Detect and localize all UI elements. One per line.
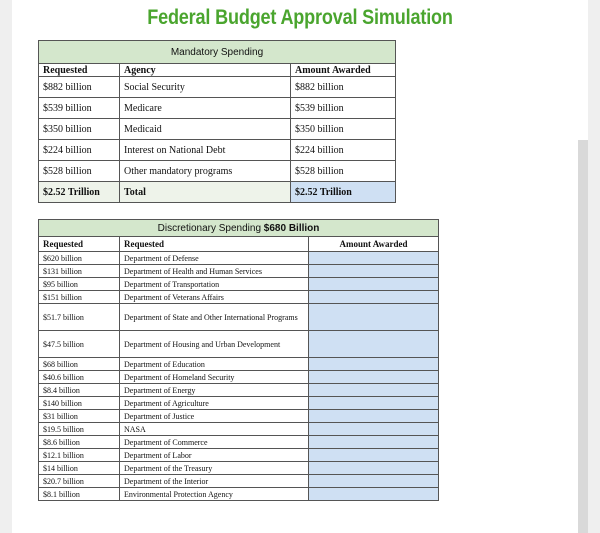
cell-agency: Department of Transportation — [120, 278, 309, 291]
cell-agency: Interest on National Debt — [120, 140, 291, 161]
cell-requested: $19.5 billion — [39, 423, 120, 436]
cell-requested: $539 billion — [39, 98, 120, 119]
cell-requested: $40.6 billion — [39, 371, 120, 384]
table-row — [39, 423, 439, 436]
cell-agency: Other mandatory programs — [120, 161, 291, 182]
amount-awarded-input-cell[interactable] — [309, 358, 439, 371]
cell-requested: $140 billion — [39, 397, 120, 410]
amount-awarded-input-cell[interactable] — [309, 488, 439, 501]
total-label: Total — [120, 182, 291, 203]
col-requested: Requested — [39, 237, 120, 252]
cell-agency: Department of Homeland Security — [120, 371, 309, 384]
cell-requested: $131 billion — [39, 265, 120, 278]
cell-requested: $12.1 billion — [39, 449, 120, 462]
cell-agency: Department of Defense — [120, 252, 309, 265]
cell-requested: $620 billion — [39, 252, 120, 265]
cell-awarded: $350 billion — [291, 119, 396, 140]
cell-agency: Environmental Protection Agency — [120, 488, 309, 501]
cell-requested: $95 billion — [39, 278, 120, 291]
cell-agency: Department of Education — [120, 358, 309, 371]
amount-awarded-input-cell[interactable] — [309, 423, 439, 436]
col-agency: Requested — [120, 237, 309, 252]
amount-awarded-input-cell[interactable] — [309, 436, 439, 449]
cell-requested: $882 billion — [39, 77, 120, 98]
amount-awarded-input-cell[interactable] — [309, 371, 439, 384]
discretionary-heading — [39, 220, 439, 237]
table-row — [39, 371, 439, 384]
cell-requested: $31 billion — [39, 410, 120, 423]
table-row — [39, 449, 439, 462]
page-edge-shadow — [578, 140, 588, 533]
cell-awarded: $528 billion — [291, 161, 396, 182]
table-row — [39, 278, 439, 291]
cell-requested: $47.5 billion — [39, 331, 120, 358]
table-row — [39, 397, 439, 410]
cell-requested: $68 billion — [39, 358, 120, 371]
cell-agency: Department of Health and Human Services — [120, 265, 309, 278]
cell-agency: Department of Housing and Urban Development — [120, 331, 309, 358]
table-row — [39, 475, 439, 488]
cell-awarded: $224 billion — [291, 140, 396, 161]
cell-agency: Department of Veterans Affairs — [120, 291, 309, 304]
cell-agency: Department of the Treasury — [120, 462, 309, 475]
amount-awarded-input-cell[interactable] — [309, 278, 439, 291]
table-row — [39, 436, 439, 449]
amount-awarded-input-cell[interactable] — [309, 265, 439, 278]
amount-awarded-input-cell[interactable] — [309, 475, 439, 488]
total-awarded: $2.52 Trillion — [291, 182, 396, 203]
table-row — [39, 488, 439, 501]
cell-awarded: $539 billion — [291, 98, 396, 119]
document-page — [12, 0, 588, 533]
amount-awarded-input-cell[interactable] — [309, 331, 439, 358]
cell-requested: $528 billion — [39, 161, 120, 182]
cell-agency: Department of Energy — [120, 384, 309, 397]
table-row — [39, 119, 396, 140]
table-row — [39, 358, 439, 371]
table-row — [39, 77, 396, 98]
discretionary-spending-table — [38, 219, 439, 501]
cell-agency: Department of Labor — [120, 449, 309, 462]
col-requested: Requested — [39, 64, 120, 77]
cell-requested: $350 billion — [39, 119, 120, 140]
cell-requested: $8.4 billion — [39, 384, 120, 397]
cell-requested: $224 billion — [39, 140, 120, 161]
cell-agency: Medicare — [120, 98, 291, 119]
cell-requested: $51.7 billion — [39, 304, 120, 331]
amount-awarded-input-cell[interactable] — [309, 252, 439, 265]
total-requested: $2.52 Trillion — [39, 182, 120, 203]
discretionary-heading-amount: $680 Billion — [263, 222, 320, 234]
table-row — [39, 140, 396, 161]
col-amount-awarded: Amount Awarded — [291, 64, 396, 77]
amount-awarded-input-cell[interactable] — [309, 304, 439, 331]
cell-agency: Department of Commerce — [120, 436, 309, 449]
page-title: Federal Budget Approval Simulation — [147, 6, 453, 29]
discretionary-heading-label: Discretionary Spending — [157, 222, 262, 234]
cell-agency: Department of Justice — [120, 410, 309, 423]
mandatory-spending-table — [38, 40, 396, 203]
amount-awarded-input-cell[interactable] — [309, 384, 439, 397]
cell-requested: $151 billion — [39, 291, 120, 304]
table-row — [39, 265, 439, 278]
mandatory-heading: Mandatory Spending — [39, 41, 396, 64]
table-row — [39, 462, 439, 475]
cell-agency: Department of the Interior — [120, 475, 309, 488]
cell-awarded: $882 billion — [291, 77, 396, 98]
amount-awarded-input-cell[interactable] — [309, 449, 439, 462]
table-row — [39, 161, 396, 182]
cell-agency: NASA — [120, 423, 309, 436]
cell-agency: Department of Agriculture — [120, 397, 309, 410]
cell-agency: Social Security — [120, 77, 291, 98]
col-amount-awarded: Amount Awarded — [309, 237, 439, 252]
cell-requested: $8.1 billion — [39, 488, 120, 501]
amount-awarded-input-cell[interactable] — [309, 410, 439, 423]
table-row — [39, 291, 439, 304]
cell-requested: $8.6 billion — [39, 436, 120, 449]
amount-awarded-input-cell[interactable] — [309, 291, 439, 304]
cell-agency: Medicaid — [120, 119, 291, 140]
amount-awarded-input-cell[interactable] — [309, 462, 439, 475]
cell-requested: $20.7 billion — [39, 475, 120, 488]
table-row — [39, 331, 439, 358]
total-row — [39, 182, 396, 203]
table-row — [39, 384, 439, 397]
table-row — [39, 98, 396, 119]
cell-agency: Department of State and Other International Programs — [120, 304, 309, 331]
cell-requested: $14 billion — [39, 462, 120, 475]
amount-awarded-input-cell[interactable] — [309, 397, 439, 410]
table-row — [39, 304, 439, 331]
col-agency: Agency — [120, 64, 291, 77]
table-row — [39, 410, 439, 423]
table-row — [39, 252, 439, 265]
